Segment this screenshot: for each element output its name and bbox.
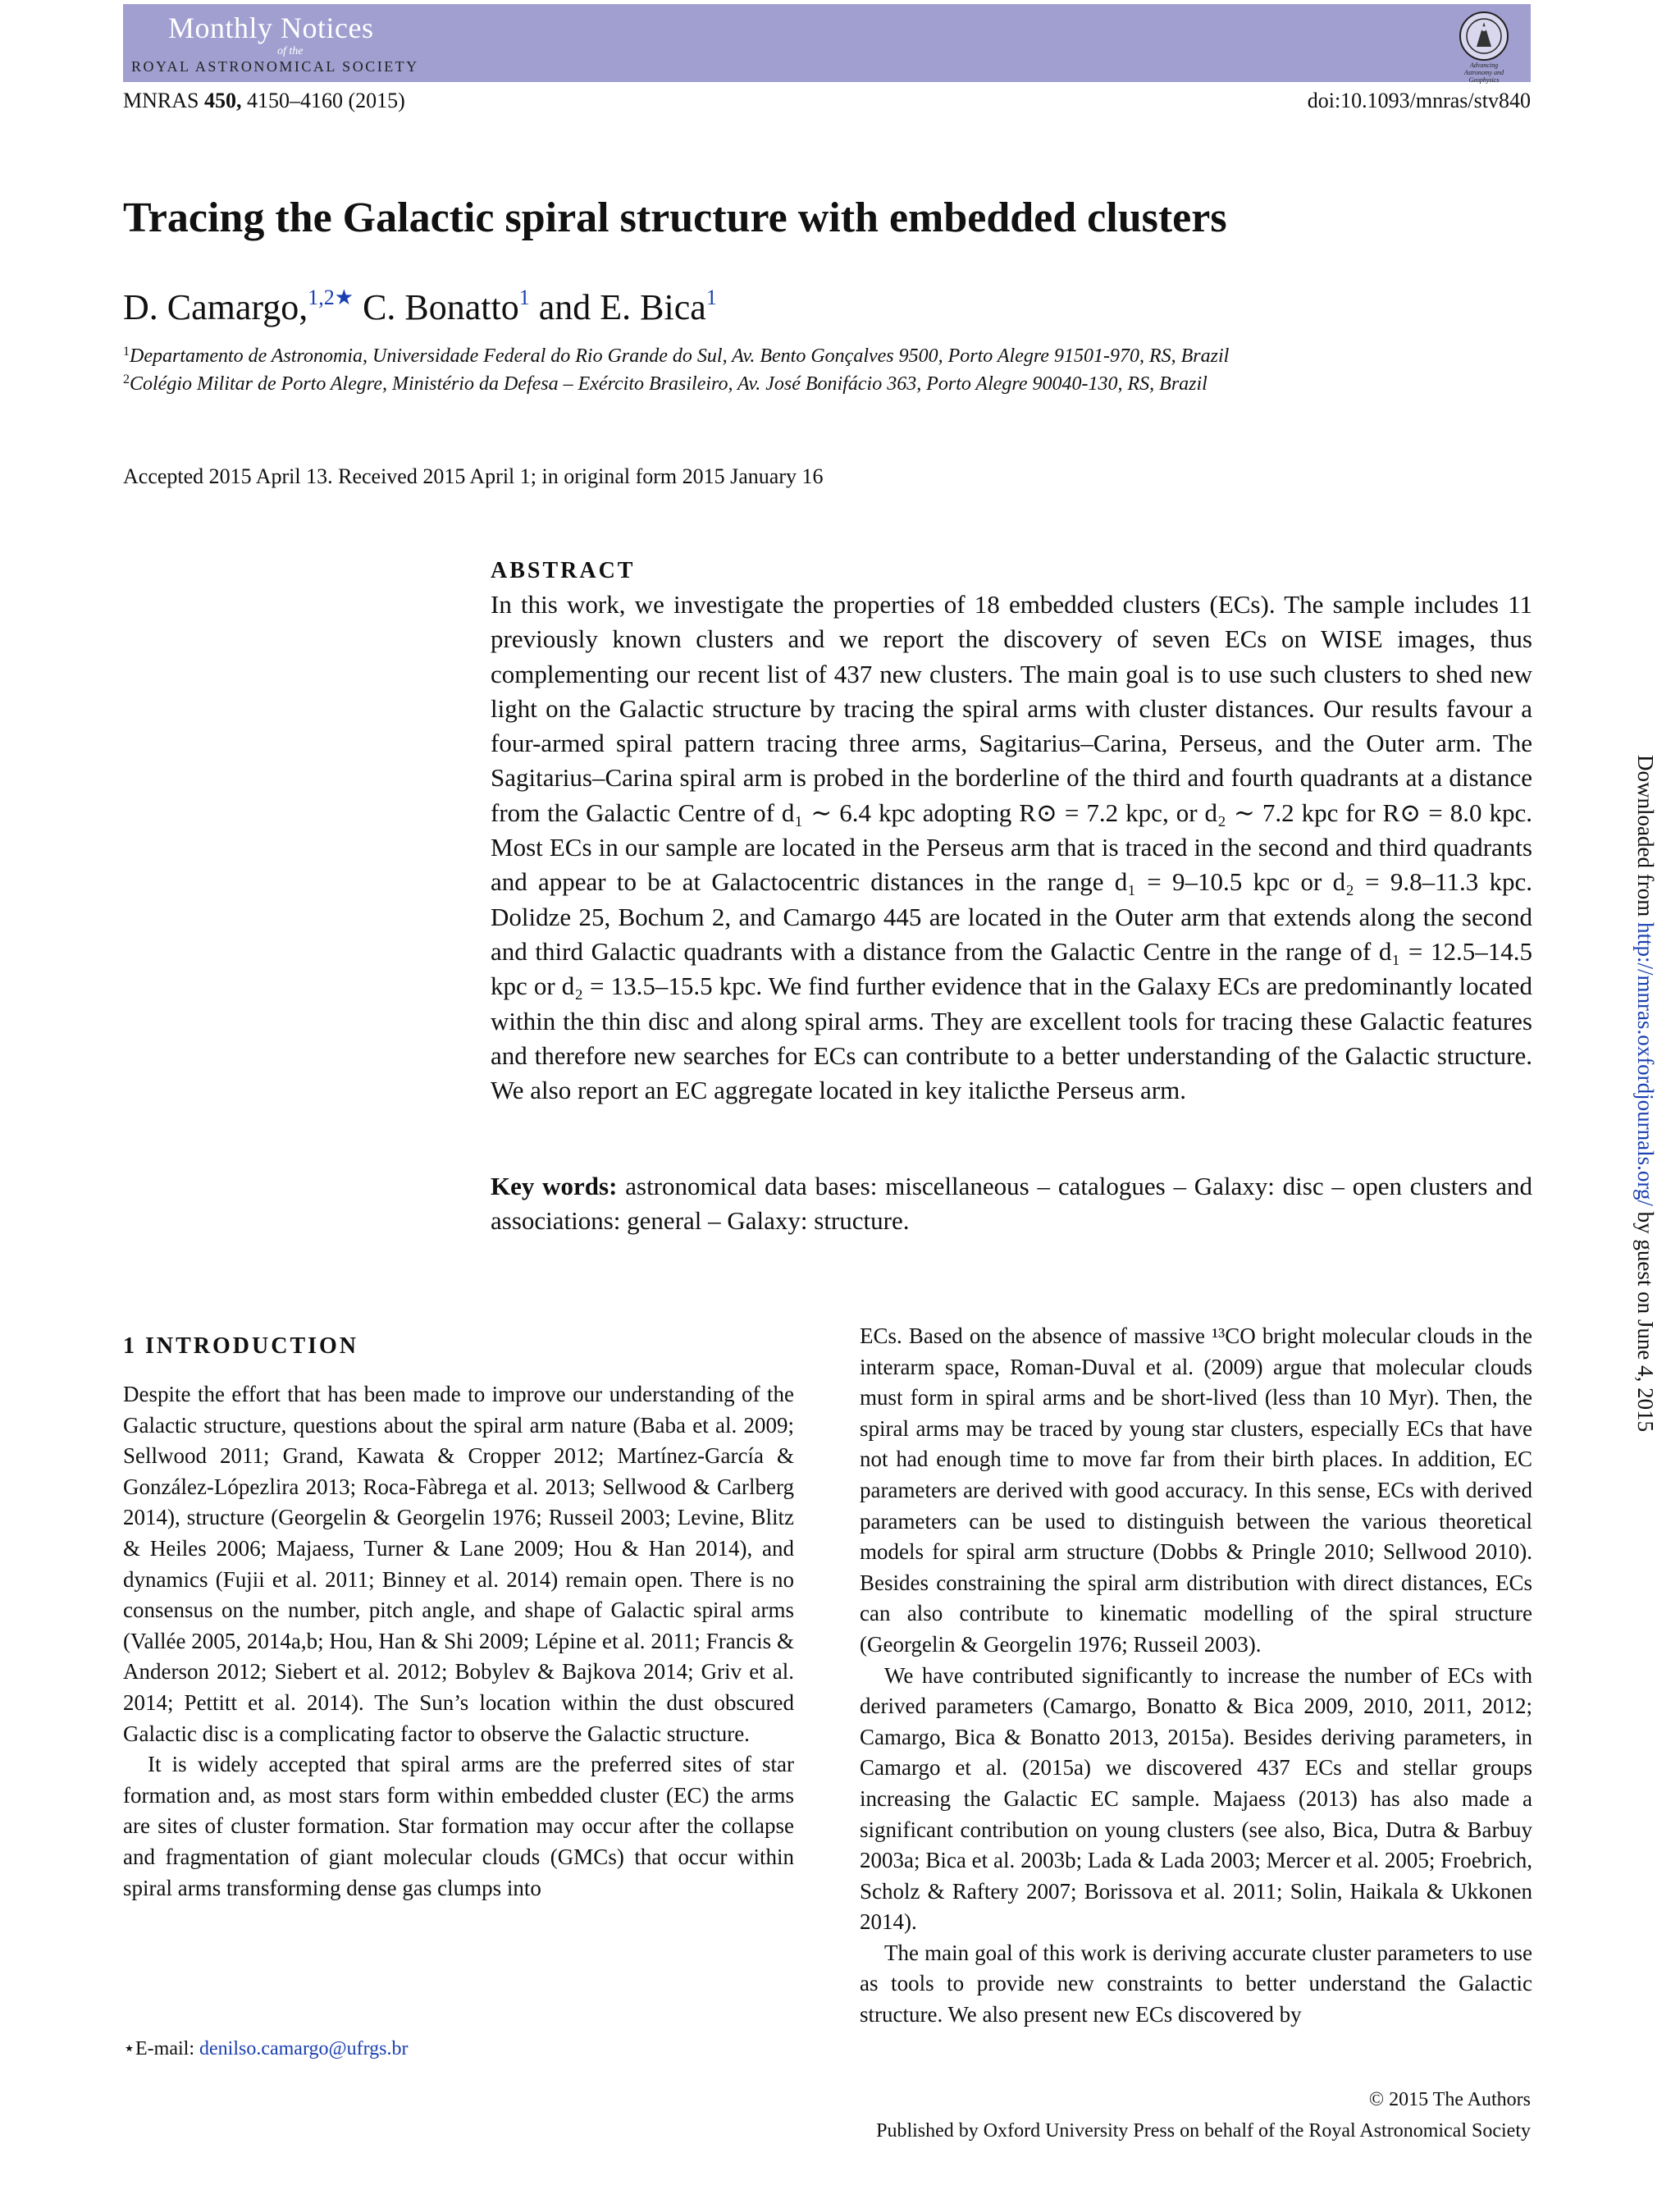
- footnote: ⋆E-mail: denilso.camargo@ufrgs.br: [123, 2038, 409, 2059]
- publisher-line: Published by Oxford University Press on behalf of the Royal Astronomical Society: [876, 2120, 1531, 2142]
- keywords-label: Key words:: [491, 1172, 618, 1200]
- copyright: © 2015 The Authors: [1368, 2089, 1531, 2110]
- right-column: [860, 1321, 1532, 2031]
- seal-caption: Advancing Astronomy and Geophysics: [1463, 62, 1504, 84]
- keywords: [491, 1169, 1532, 1238]
- abstract-text: In this work, we investigate the properties of 18 embedded clusters (ECs). The sample includes 11 previously known clusters and we report the discovery of seven ECs on WISE images, thus complementing our recent list of 437 new clusters. The main goal is to use such clusters to shed new light on the Galactic structure by tracing the spiral arms with cluster distances. Our results favour a four-armed spiral pattern tracing three arms, Sagitarius–Carina, Perseus, and the Outer arm. The Sagitarius–Carina spiral arm is probed in the borderline of the third and fourth quadrants at a distance from the Galactic Centre of d₁ ∼ 6.4 kpc adopting R⊙ = 7.2 kpc, or d₂ ∼ 7.2 kpc for R⊙ = 8.0 kpc. Most ECs in our sample are located in the Perseus arm that is traced in the second and third quadrants and appear to be at Galactocentric distances in the range d₁ = 9–10.5 kpc or d₂ = 9.8–11.3 kpc. Dolidze 25, Bochum 2, and Camargo 445 are located in the Outer arm that extends along the second and third Galactic quadrants with a distance from the Galactic Centre in the range of d₁ = 12.5–14.5 kpc or d₂ = 13.5–15.5 kpc. We find further evidence that in the Galaxy ECs are predominantly located within the thin disc and along spiral arms. They are excellent tools for tracing these Galactic features and therefore new searches for ECs can contribute to a better understanding of the Galactic structure. We also report an EC aggregate located in key italicthe Perseus arm.: [491, 590, 1532, 1105]
- keywords-text: astronomical data bases: miscellaneous – catalogues – Galaxy: disc – open clusters and associations: general – Galaxy: structure.: [491, 1172, 1532, 1235]
- affiliation-ref[interactable]: 1: [518, 286, 530, 309]
- journal-name-line2: ROYAL ASTRONOMICAL SOCIETY: [131, 58, 419, 75]
- received-dates: Accepted 2015 April 13. Received 2015 April 1; in original form 2015 January 16: [123, 464, 824, 488]
- section-heading: 1 INTRODUCTION: [123, 1333, 359, 1359]
- intro-paragraph-3: ECs. Based on the absence of massive ¹³CO bright molecular clouds in the interarm space, Roman-Duval et al. (2009) argue that molecular clouds must form in spiral arms and be short-lived (less than 10 Myr). Then, the spiral arms may be traced by young star clusters, especially ECs that have not had enough time to move far from their birth places. In addition, EC parameters are derived with good accuracy. In this sense, ECs with derived parameters can be used to distinguish between the various theoretical models for spiral arm structure (Dobbs & Pringle 2010; Sellwood 2010). Besides constraining the spiral arm distribution with direct distances, ECs can also contribute to kinematic modelling of the spiral structure (Georgelin & Georgelin 1976; Russeil 2003).: [860, 1323, 1532, 1657]
- journal-citation: MNRAS 450, 4150–4160 (2015): [123, 89, 405, 112]
- intro-paragraph-5: The main goal of this work is deriving accurate cluster parameters to use as tools to provide new constraints to better understand the Galactic structure. We also present new ECs discovered by: [860, 1940, 1532, 2027]
- intro-paragraph-2: It is widely accepted that spiral arms are the preferred sites of star formation and, as most stars form within embedded cluster (EC) the arms are sites of cluster formation. Star formation may occur after the collapse and fragmentation of giant molecular clouds (GMCs) that occur within spiral arms transforming dense gas clumps into: [123, 1752, 794, 1900]
- affiliation-ref[interactable]: 1: [705, 286, 717, 309]
- intro-paragraph-4: We have contributed significantly to increase the number of ECs with derived parameters (Camargo, Bonatto & Bica 2009, 2010, 2011, 2012; Camargo, Bica & Bonatto 2013, 2015a). Besides deriving parameters, in Camargo et al. (2015a) we discovered 437 ECs and stellar groups increasing the Galactic EC sample. Majaess (2013) has also made a significant contribution on young clusters (see also, Bica, Dutra & Barbuy 2003a; Bica et al. 2003b; Lada & Lada 2003; Mercer et al. 2005; Froebrich, Scholz & Raftery 2007; Borissova et al. 2011; Solin, Haikala & Ukkonen 2014).: [860, 1662, 1532, 1935]
- abstract-heading: ABSTRACT: [491, 558, 636, 583]
- left-column: [123, 1333, 794, 1904]
- doi: doi:10.1093/mnras/stv840: [1307, 89, 1531, 112]
- journal-name-of: of the: [277, 45, 304, 57]
- society-seal-icon: [1459, 11, 1509, 62]
- author-email-link[interactable]: denilso.camargo@ufrgs.br: [199, 2038, 409, 2059]
- affiliation-ref[interactable]: 1,2★: [308, 286, 354, 309]
- affiliation-2: $^2$Colégio Militar de Porto Alegre, Ministério da Defesa – Exército Brasileiro, Av. José Bonifácio 363, Porto Alegre 90040-130, RS, Brazil: [123, 373, 1208, 395]
- download-note: Downloaded from http://mnras.oxfordjournals.org/ by guest on June 4, 2015: [1633, 755, 1658, 1433]
- journal-name-line1: Monthly Notices: [168, 11, 374, 44]
- journal-url-link[interactable]: http://mnras.oxfordjournals.org/: [1633, 921, 1658, 1206]
- affiliation-1: $^1$Departamento de Astronomia, Universidade Federal do Rio Grande do Sul, Av. Bento Gonçalves 9500, Porto Alegre 91501-970, RS, Brazil: [123, 345, 1230, 367]
- abstract: [491, 558, 1532, 1108]
- journal-banner: [123, 4, 1531, 82]
- intro-paragraph-1: Despite the effort that has been made to improve our understanding of the Galactic structure, questions about the spiral arm nature (Baba et al. 2009; Sellwood 2011; Grand, Kawata & Cropper 2012; Martínez-García & González-Lópezlira 2013; Roca-Fàbrega et al. 2013; Sellwood & Carlberg 2014), structure (Georgelin & Georgelin 1976; Russeil 2003; Levine, Blitz & Heiles 2006; Majaess, Turner & Lane 2009; Hou & Han 2014), and dynamics (Fujii et al. 2011; Binney et al. 2014) remain open. There is no consensus on the number, pitch angle, and shape of Galactic spiral arms (Vallée 2005, 2014a,b; Hou, Han & Shi 2009; Lépine et al. 2011; Francis & Anderson 2012; Siebert et al. 2012; Bobylev & Bajkova 2014; Griv et al. 2014; Pettitt et al. 2014). The Sun’s location within the dust obscured Galactic disc is a complicating factor to observe the Galactic structure.: [123, 1382, 794, 1746]
- author-list: D. Camargo,$^{1,2★}$ C. Bonatto$^1$ and E. Bica$^1$: [123, 286, 717, 327]
- paper-title: Tracing the Galactic spiral structure with embedded clusters: [123, 194, 1227, 241]
